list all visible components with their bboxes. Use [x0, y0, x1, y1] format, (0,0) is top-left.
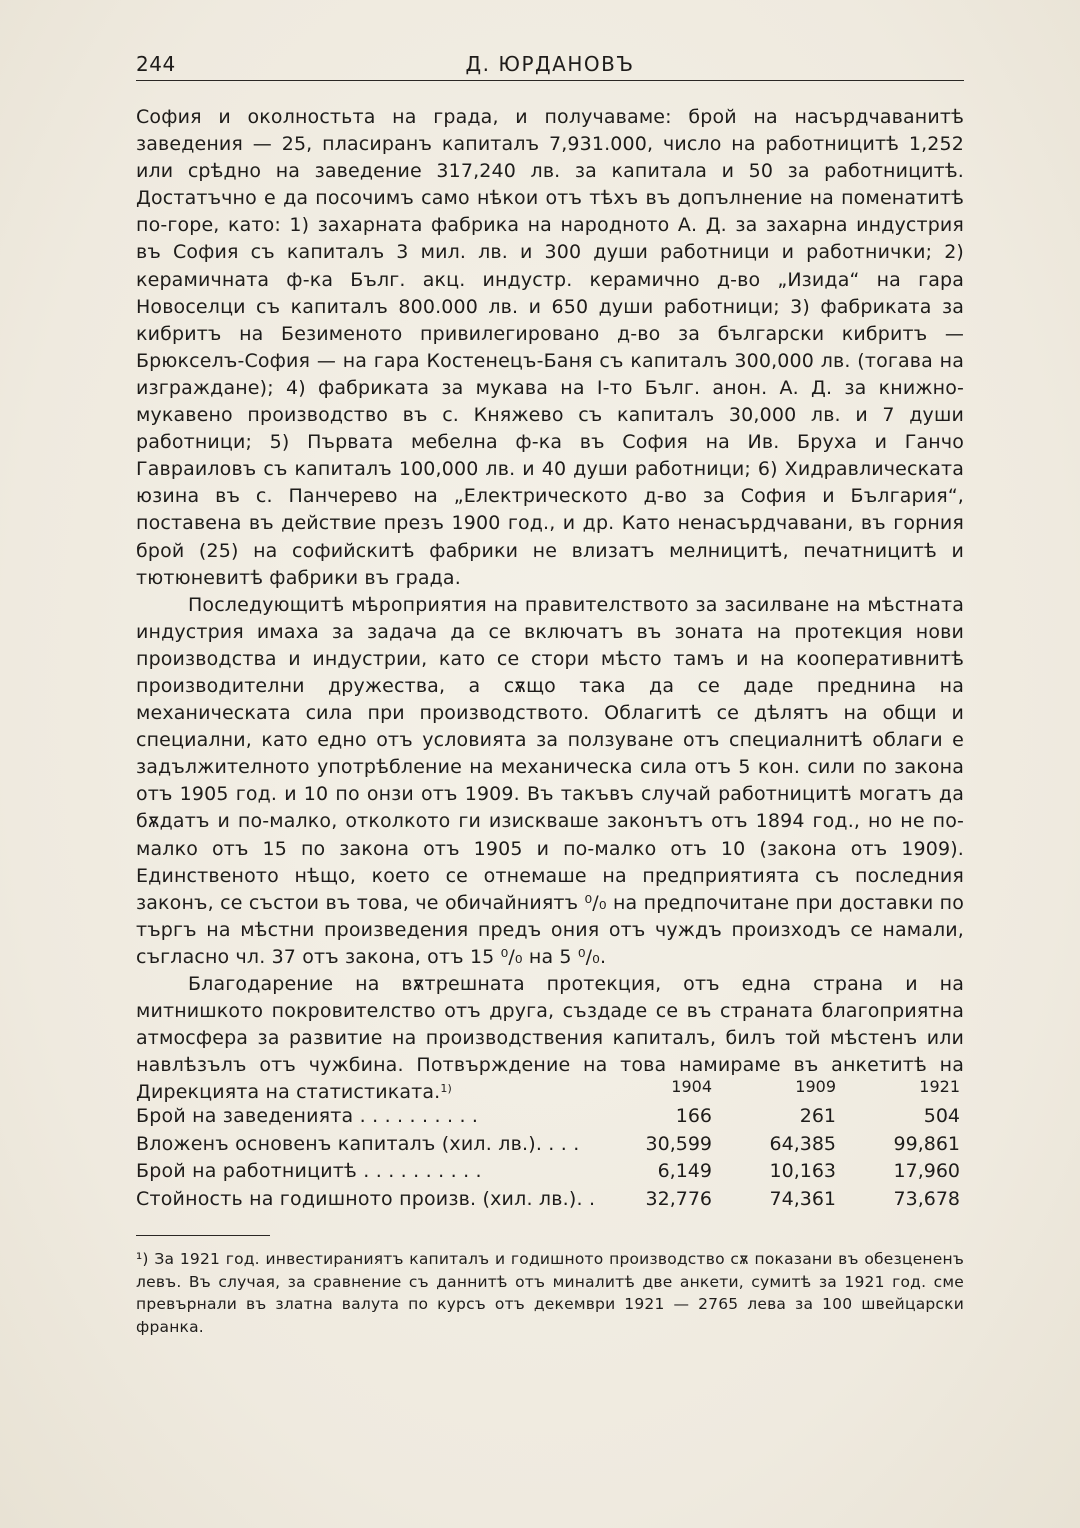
table-cell: 74,361: [769, 1187, 836, 1210]
body-text: [136, 104, 964, 1106]
table-cell: 30,599: [645, 1132, 712, 1155]
footnote-mark: ¹): [136, 1250, 149, 1268]
page-number: 244: [136, 52, 176, 76]
page-header: [136, 50, 964, 81]
statistics-table: [136, 1075, 964, 1215]
paragraph-2: Последующитѣ мѣроприятия на правителството за засилване на мѣстната индустрия имаха за задача да се включатъ въ зоната на протекция нови производства и индустрии, като се стори мѣсто тамъ и на кооперативнитѣ производителни дружества, а сѫщо така да се даде преднина на механическата сила при производството. Облагитѣ се дѣлятъ на общи и специални, като едно отъ условията за ползуване отъ специалнитѣ облаги е задължителното употрѣбление на механическа сила отъ 5 кон. сили по закона отъ 1905 год. и 10 по онзи отъ 1909. Въ такъвъ случай работницитѣ могатъ да бѫдатъ и по-малко, отколкото ги изискваше законътъ отъ 1894 год., но не по-малко отъ 15 по закона отъ 1905 и по-малко отъ 10 (закона отъ 1909). Единственото нѣщо, което се отнемаше на предприятията съ последния законъ, се състои въ това, че обичайниятъ ⁰/₀ на предпочитане при доставки по търгъ на мѣстни произведения предъ ония отъ чуждъ произходъ се намали, съгласно чл. 37 отъ закона, отъ 15 ⁰/₀ на 5 ⁰/₀.: [136, 593, 964, 968]
row-label: Вложенъ основенъ капиталъ (хил. лв.). . . .: [136, 1132, 580, 1155]
paragraph-3-text: Благодарение на вѫтрешната протекция, отъ една страна и на митнишкото покровителство отъ друга, създаде се въ страната благоприятна атмосфера за развитие на производствения капиталъ, билъ той мѣстенъ или навлѣзълъ отъ чужбина. Потвърждение на това намираме въ анкетитѣ на Дирекцията на статистиката.: [136, 973, 964, 1104]
year-header: 1909: [795, 1077, 836, 1096]
table-row: [136, 1133, 964, 1161]
year-header: 1904: [671, 1077, 712, 1096]
row-label: Брой на работницитѣ . . . . . . . . . .: [136, 1160, 482, 1182]
table-header-row: [136, 1075, 964, 1105]
table-cell: 73,678: [893, 1187, 960, 1210]
table-cell: 10,163: [769, 1160, 836, 1182]
table-row: [136, 1160, 964, 1188]
table-cell: 166: [675, 1105, 712, 1127]
footnote-text: За 1921 год. инвестираниятъ капиталъ и годишното производство сѫ показани въ обезцененъ левъ. Въ случая, за сравнение съ даннитѣ отъ миналитѣ две анкети, сумитѣ за 1921 год. сме превърнали въ златна валута по курсъ отъ декември 1921 — 2765 лева за 100 швейцарски франка.: [136, 1250, 964, 1336]
row-label: Стойность на годишното произв. (хил. лв.). .: [136, 1187, 596, 1210]
row-label: Брой на заведенията . . . . . . . . . .: [136, 1105, 479, 1127]
paragraph-1: София и околностьта на града, и получаваме: брой на насърдчаванитѣ заведения — 25, пласиранъ капиталъ 7,931.000, число на работницитѣ 1,252 или срѣдно на заведение 317,240 лв. за капитала и 50 за работницитѣ. Достатъчно е да посочимъ само нѣкои отъ тѣхъ въ допълнение на поменатитѣ по-горе, като: 1) захарната фабрика на народното А. Д. за захарна индустрия въ София съ капиталъ 3 мил. лв. и 300 души работници и работнички; 2) керамичната ф-ка Бълг. акц. индустр. керамично д-во „Изида“ на гара Новоселци съ капиталъ 800.000 лв. и 650 души работници; 3) фабриката за кибритъ на Безименото привилегировано д-во за български кибритъ — Брюкселъ-София — на гара Костенецъ-Баня съ капиталъ 300,000 лв. (тогава на изграждане); 4) фабриката за мукава на I-то Бълг. анон. А. Д. за книжно-мукавено производство въ с. Княжево съ капиталъ 30,000 лв. и 7 души работници; 5) Първата мебелна ф-ка въ София на Ив. Бруха и Ганчо Гавраиловъ съ капиталъ 100,000 лв. и 40 души работници; 6) Хидравлическата юзина въ с. Панчерево на „Електрическото д-во за София и България“, поставена въ действие презъ 1900 год., и др. Като ненасърдчавани, въ горния брой (25) на софийскитѣ фабрики не влизатъ мелницитѣ, печатницитѣ и тютюневитѣ фабрики въ града.: [136, 106, 964, 589]
footnote-paragraph: [136, 1248, 964, 1338]
table-cell: 99,861: [893, 1132, 960, 1155]
running-head: Д. ЮРДАНОВЪ: [465, 52, 635, 76]
table-cell: 6,149: [657, 1160, 712, 1182]
table-cell: 64,385: [769, 1132, 836, 1155]
table-cell: 32,776: [645, 1187, 712, 1210]
table-row: [136, 1105, 964, 1133]
table-row: [136, 1188, 964, 1216]
table-cell: 17,960: [893, 1160, 960, 1182]
footnote-divider: [136, 1235, 270, 1236]
year-header: 1921: [919, 1077, 960, 1096]
table-cell: 504: [923, 1105, 960, 1127]
footnote-reference: 1): [440, 1082, 452, 1096]
table-cell: 261: [799, 1105, 836, 1127]
footnote: [136, 1248, 964, 1338]
